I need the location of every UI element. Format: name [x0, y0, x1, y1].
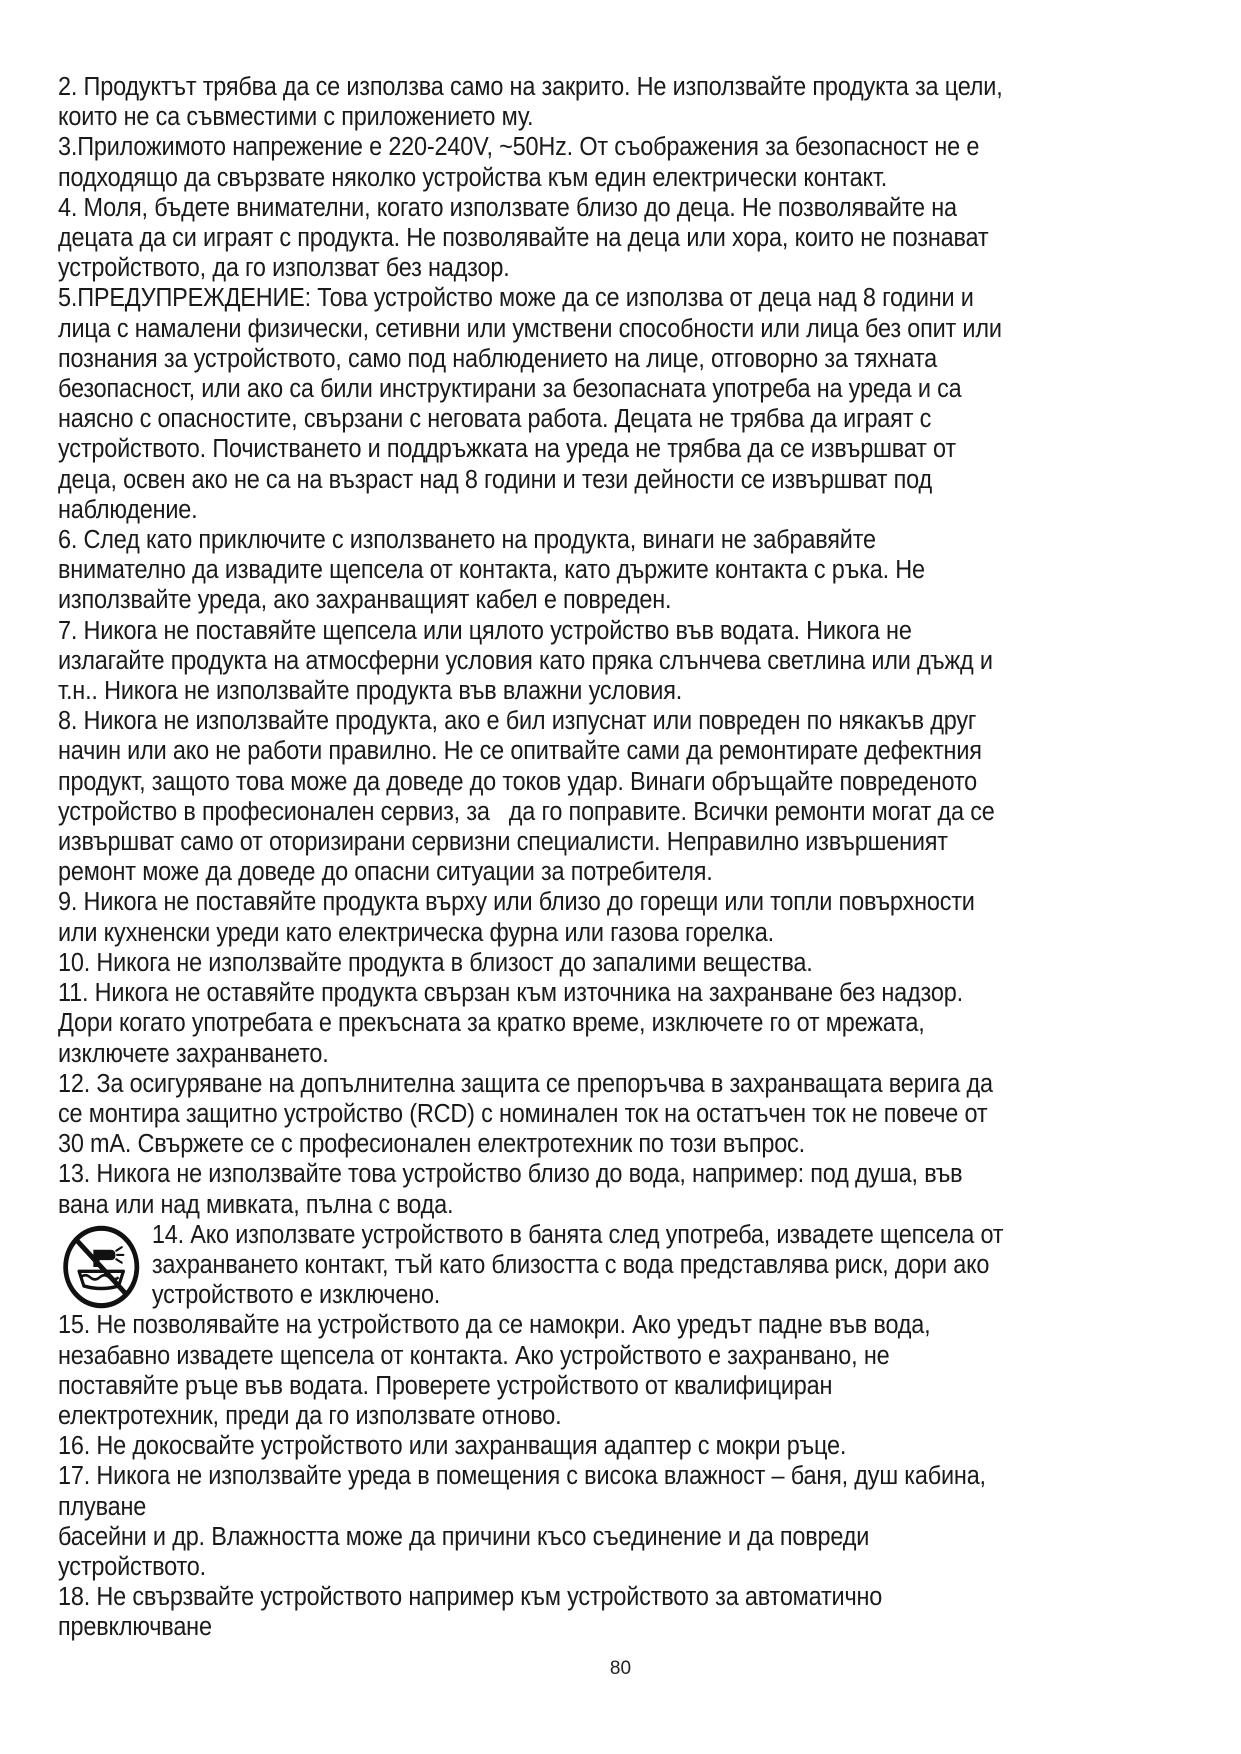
paragraph-11	[58, 978, 1107, 1069]
paragraph-7	[58, 616, 1107, 707]
text-line: изключете захранването.	[58, 1039, 329, 1068]
text-line: извършват само от оторизирани сервизни специалисти. Неправилно извършеният	[58, 828, 948, 857]
text-line: 13. Никога не използвайте това устройство близо до вода, например: под душа, във	[58, 1160, 963, 1189]
text-line: внимателно да извадите щепсела от контакта, като държите контакта с ръка. Не	[58, 556, 925, 585]
text-line: поставяйте ръце във водата. Проверете устройството от квалифициран	[58, 1371, 833, 1400]
text-line: 3.Приложимото напрежение е 220-240V, ~50Hz. От съображения за безопасност не е	[58, 133, 980, 162]
paragraph-8	[58, 706, 1107, 887]
text-line: 10. Никога не използвайте продукта в близост до запалими вещества.	[58, 948, 813, 977]
page-number: 80	[609, 1658, 632, 1679]
text-line: познания за устройството, само под наблюдението на лице, отговорно за тяхната	[58, 344, 938, 373]
paragraph-13	[58, 1159, 1107, 1219]
text-line: децата да си играят с продукта. Не позволявайте на деца или хора, които не познават	[58, 224, 989, 253]
text-line: наблюдение.	[58, 495, 198, 524]
paragraph-18	[58, 1582, 1107, 1642]
paragraph-5-warning	[58, 283, 1107, 525]
text-line: захранването контакт, тъй като близостта с вода представлява риск, дори ако	[151, 1250, 990, 1279]
text-line: които не са съвместими с приложението му.	[58, 103, 534, 132]
paragraph-2	[58, 72, 1107, 132]
text-line: устройството, да го използват без надзор.	[58, 254, 510, 283]
paragraph-15	[58, 1310, 1107, 1431]
text-line: начин или ако не работи правилно. Не се опитвайте сами да ремонтирате дефектния	[58, 737, 982, 766]
paragraph-10	[58, 948, 1107, 978]
text-line: използвайте уреда, ако захранващият кабел е повреден.	[58, 586, 672, 615]
paragraph-14	[58, 1220, 1107, 1311]
text-line: електротехник, преди да го използвате отново.	[58, 1401, 562, 1430]
text-line: незабавно извадете щепсела от контакта. Ако устройството е захранвано, не	[58, 1341, 890, 1370]
text-line: се монтира защитно устройство (RCD) с номинален ток на остатъчен ток не повече от	[58, 1099, 988, 1128]
text-line: плуване	[58, 1492, 147, 1521]
text-line: Дори когато употребата е прекъсната за кратко време, изключете го от мрежата,	[58, 1009, 925, 1038]
text-line: 9. Никога не поставяйте продукта върху или близо до горещи или топли повърхности	[58, 888, 975, 917]
text-line: или кухненски уреди като електрическа фурна или газова горелка.	[58, 918, 774, 947]
text-line: басейни и др. Влажността може да причини късо съединение и да повреди	[58, 1522, 870, 1551]
paragraph-12	[58, 1069, 1107, 1160]
paragraph-9	[58, 887, 1107, 947]
text-line: лица с намалени физически, сетивни или умствени способности или лица без опит или	[58, 314, 1002, 343]
text-line: деца, освен ако не са на възраст над 8 години и тези дейности се извършват под	[58, 465, 933, 494]
text-line: наясно с опасностите, свързани с неговата работа. Децата не трябва да играят с	[58, 405, 932, 434]
text-line: 18. Не свързвайте устройството например към устройството за автоматично	[58, 1583, 883, 1612]
text-line: 5.ПРЕДУПРЕЖДЕНИЕ: Това устройство може да се използва от деца над 8 години и	[58, 284, 974, 313]
text-line: вана или над мивката, пълна с вода.	[58, 1190, 454, 1219]
text-line: превключване	[58, 1613, 212, 1642]
paragraph-6	[58, 525, 1107, 616]
text-line: 6. След като приключите с използването на продукта, винаги не забравяйте	[58, 526, 876, 555]
text-line: излагайте продукта на атмосферни условия като пряка слънчева светлина или дъжд и	[58, 646, 993, 675]
text-line: устройството.	[58, 1552, 207, 1581]
paragraph-3	[58, 132, 1107, 192]
paragraph-4	[58, 193, 1107, 284]
paragraph-17	[58, 1461, 1107, 1582]
text-line: подходящо да свързвате няколко устройства към един електрически контакт.	[58, 163, 888, 192]
text-line: ремонт може да доведе до опасни ситуации за потребителя.	[58, 858, 713, 887]
no-water-bath-icon	[62, 1224, 141, 1310]
text-line: 8. Никога не използвайте продукта, ако е бил изпуснат или повреден по някакъв друг	[58, 707, 977, 736]
text-line: устройството. Почистването и поддръжката на уреда не трябва да се извършват от	[58, 435, 956, 464]
text-line: устройството е изключено.	[151, 1281, 441, 1310]
text-line: 30 mA. Свържете се с професионален електротехник по този въпрос.	[58, 1130, 805, 1159]
text-line: 11. Никога не оставяйте продукта свързан към източника на захранване без надзор.	[58, 979, 963, 1008]
paragraph-16	[58, 1431, 1107, 1461]
text-line: 2. Продуктът трябва да се използва само на закрито. Не използвайте продукта за цели,	[58, 73, 1003, 101]
text-line: 14. Ако използвате устройството в банята след употреба, извадете щепсела от	[151, 1220, 1004, 1249]
text-line: устройство в професионален сервиз, за да го поправите. Всички ремонти могат да се	[58, 797, 995, 826]
text-line: безопасност, или ако са били инструктирани за безопасната употреба на уреда и са	[58, 375, 962, 404]
text-line: 4. Моля, бъдете внимателни, когато използвате близо до деца. Не позволявайте на	[58, 193, 957, 222]
text-line: 17. Никога не използвайте уреда в помещения с висока влажност – баня, душ кабина,	[58, 1462, 986, 1491]
text-line: 7. Никога не поставяйте щепсела или цялото устройство във водата. Никога не	[58, 616, 912, 645]
text-line: продукт, защото това може да доведе до токов удар. Винаги обръщайте повреденото	[58, 767, 978, 796]
instructions-text	[58, 72, 1107, 1643]
text-line: 15. Не позволявайте на устройството да се намокри. Ако уредът падне във вода,	[58, 1311, 931, 1340]
text-line: 12. За осигуряване на допълнителна защита се препоръчва в захранващата верига да	[58, 1069, 993, 1098]
text-line: 16. Не докосвайте устройството или захранващия адаптер с мокри ръце.	[58, 1432, 847, 1461]
text-line: т.н.. Никога не използвайте продукта във влажни условия.	[58, 677, 683, 706]
